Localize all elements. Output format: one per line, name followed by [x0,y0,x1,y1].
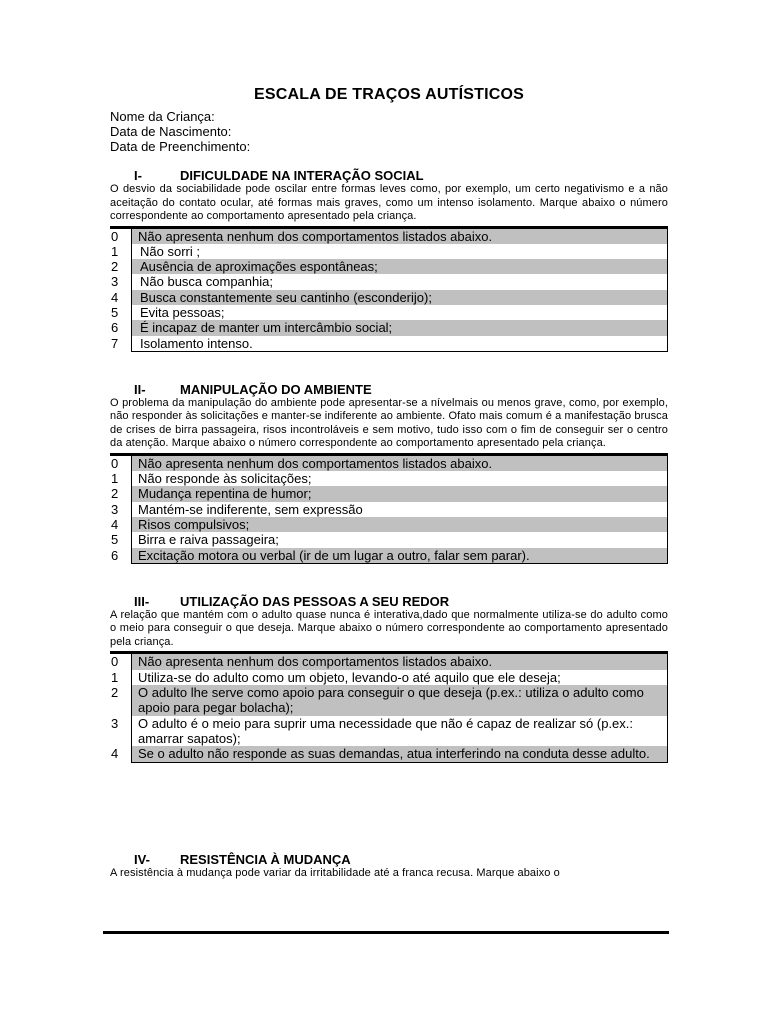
table-row [110,244,668,259]
section-3-numeral: III- [134,593,150,609]
document-page [110,86,668,880]
item-number: 1 [111,669,119,685]
item-text: Birra e raiva passageira; [132,532,668,547]
table-row [110,517,668,532]
table-row [110,746,668,762]
table-row [110,320,668,335]
section-2-heading [110,382,668,397]
section-4-numeral: IV- [134,851,150,867]
item-number: 6 [111,547,119,563]
item-text: O adulto é o meio para suprir uma necessidade que não é capaz de realizar só (p.ex.: amarrar sapatos); [132,716,668,747]
item-text: Se o adulto não responde as suas demandas, atua interferindo na conduta desse adulto. [132,746,668,762]
document-title: ESCALA DE TRAÇOS AUTÍSTICOS [253,86,524,103]
item-number: 0 [111,654,119,670]
item-number: 3 [111,274,119,290]
section-1-table [110,226,668,352]
item-number: 5 [111,304,119,320]
item-text: Utiliza-se do adulto como um objeto, levando-o até aquilo que ele deseja; [132,670,668,685]
table-row [110,670,668,685]
item-number: 4 [111,289,119,305]
section-4-heading [110,852,668,867]
table-row [110,259,668,274]
item-number: 3 [111,715,119,731]
item-number: 1 [111,471,119,487]
table-row [110,653,668,670]
table-row [110,716,668,747]
section-2-description: O problema da manipulação do ambiente pode apresentar-se a nívelmais ou menos grave, como, por exemplo, não responder às solicitações e manter-se indiferente ao ambiente. Ofato mais comum é a manifestação brusca de crises de birra passageira, risos incontroláveis e sem motivo, tudo isso com o fim de conseguir ser o centro da atenção. Marque abaixo o número correspondente ao comportamento apresentado pela criança. [110,396,668,450]
item-text: Risos compulsivos; [132,517,668,532]
item-text: Busca constantemente seu cantinho (esconderijo); [132,290,668,305]
item-text: Mantém-se indiferente, sem expressão [132,502,668,517]
item-number: 7 [111,335,119,351]
fill-date-field: Data de Preenchimento: [110,139,251,154]
item-text: Ausência de aproximações espontâneas; [132,259,668,274]
item-number: 1 [111,243,119,259]
section-4-title: RESISTÊNCIA À MUDANÇA [180,851,351,867]
table-row [110,471,668,486]
table-row [110,290,668,305]
item-text: Excitação motora ou verbal (ir de um lugar a outro, falar sem parar). [132,548,668,564]
section-3-description: A relação que mantém com o adulto quase nunca é interativa,dado que normalmente utiliza-se do adulto como o meio para conseguir o que deseja. Marque abaixo o número correspondente ao comportamento apresentado pela criança. [110,608,668,648]
section-3-title: UTILIZAÇÃO DAS PESSOAS A SEU REDOR [180,593,450,609]
item-text: Não apresenta nenhum dos comportamentos listados abaixo. [132,454,668,471]
section-1-description: O desvio da sociabilidade pode oscilar entre formas leves como, por exemplo, um certo negativismo e a não aceitação do contato ocular, até formas mais graves, como um intenso isolamento. Marque abaixo o número correspondente ao comportamento apresentado pela criança. [110,183,668,222]
item-number: 2 [111,486,119,502]
section-4-description: A resistência à mudança pode variar da irritabilidade até a franca recusa. Marque abaixo o [110,866,560,879]
table-row [110,274,668,289]
item-text: Não responde às solicitações; [132,471,668,486]
table-row [110,548,668,564]
table-row [110,227,668,244]
section-1-title: DIFICULDADE NA INTERAÇÃO SOCIAL [180,168,424,183]
child-name-field: Nome da Criança: [110,109,215,124]
item-number: 0 [111,228,119,244]
table-row [110,685,668,716]
table-row [110,454,668,471]
item-number: 6 [111,320,119,336]
table-row [110,305,668,320]
item-text: Não sorri ; [132,244,668,259]
item-number: 2 [111,259,119,275]
item-text: É incapaz de manter um intercâmbio social; [132,320,668,335]
item-number: 0 [111,455,119,471]
section-3-heading [110,594,668,609]
table-row [110,502,668,517]
section-2-numeral: II- [134,381,146,397]
section-2-table [110,453,668,564]
table-row [110,336,668,352]
section-1-numeral: I- [134,168,142,183]
section-1-heading [110,168,668,183]
item-number: 4 [111,517,119,533]
item-text: Não busca companhia; [132,274,668,289]
item-text: O adulto lhe serve como apoio para conseguir o que deseja (p.ex.: utiliza o adulto como apoio para pegar bolacha); [132,685,668,716]
item-number: 3 [111,501,119,517]
birth-date-field: Data de Nascimento: [110,124,232,139]
table-row [110,532,668,547]
item-number: 2 [111,685,119,701]
item-text: Evita pessoas; [132,305,668,320]
item-text: Isolamento intenso. [132,336,668,352]
item-text: Mudança repentina de humor; [132,486,668,501]
item-number: 4 [111,746,119,762]
section-2-title: MANIPULAÇÃO DO AMBIENTE [180,381,372,397]
item-text: Não apresenta nenhum dos comportamentos listados abaixo. [132,227,668,244]
section-3-table [110,651,668,762]
item-text: Não apresenta nenhum dos comportamentos listados abaixo. [132,653,668,670]
item-number: 5 [111,532,119,548]
section-4-table-top-rule [103,931,669,934]
table-row [110,486,668,501]
